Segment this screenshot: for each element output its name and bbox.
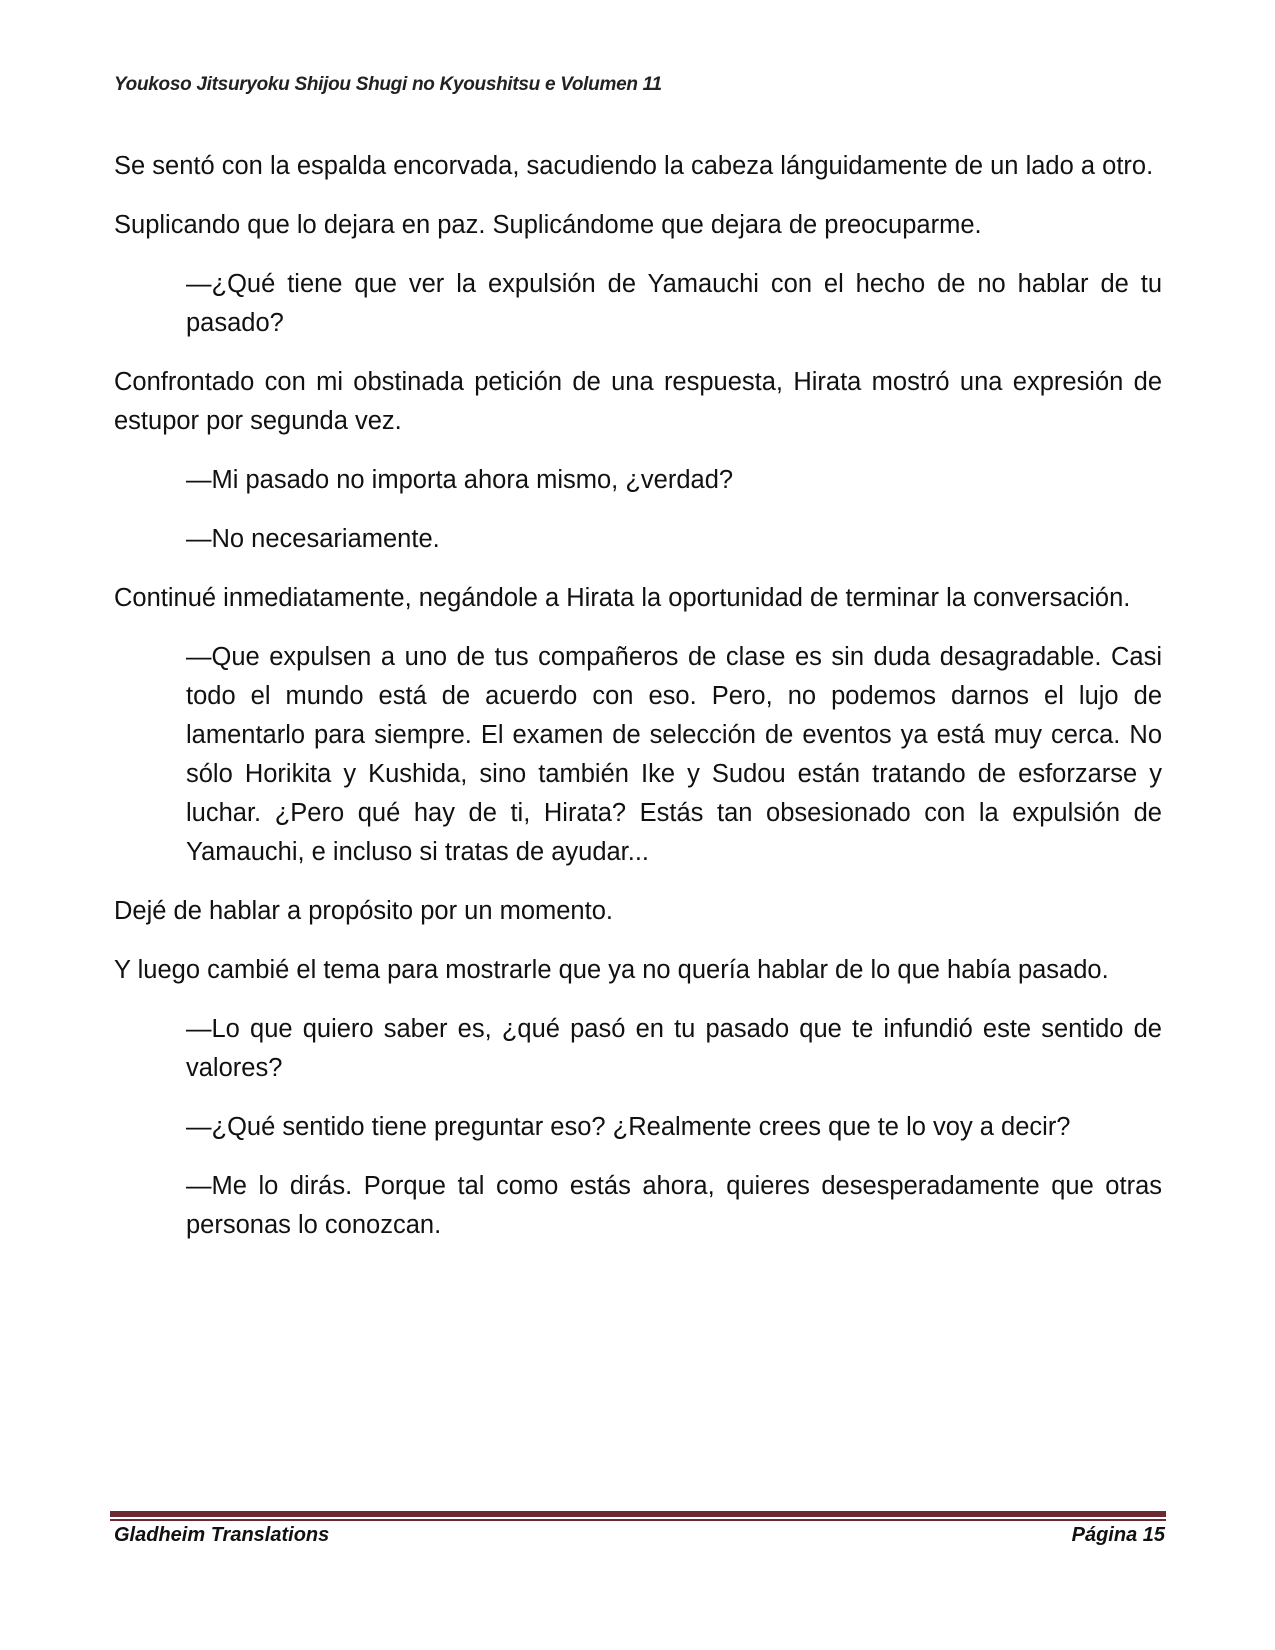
dialogue-paragraph: —Me lo dirás. Porque tal como estás ahora, quieres desesperadamente que otras personas lo conozcan. [186, 1172, 1162, 1239]
footer-rule-thin [110, 1519, 1166, 1521]
paragraph: Confrontado con mi obstinada petición de una respuesta, Hirata mostró una expresión de estupor por segunda vez. [114, 368, 1162, 435]
running-header: Youkoso Jitsuryoku Shijou Shugi no Kyoushitsu e Volumen 11 [114, 74, 662, 95]
paragraph: Dejé de hablar a propósito por un momento. [114, 897, 613, 925]
footer-rule [110, 1511, 1166, 1517]
dialogue-paragraph: —Lo que quiero saber es, ¿qué pasó en tu pasado que te infundió este sentido de valores? [186, 1015, 1162, 1082]
dialogue-paragraph: —¿Qué sentido tiene preguntar eso? ¿Realmente crees que te lo voy a decir? [186, 1113, 1071, 1141]
paragraph: Se sentó con la espalda encorvada, sacudiendo la cabeza lánguidamente de un lado a otro. [114, 152, 1154, 180]
page-body [114, 147, 1162, 1265]
page-number: Página 15 [1071, 1524, 1165, 1546]
dialogue-paragraph: —No necesariamente. [186, 525, 440, 553]
paragraph: Suplicando que lo dejara en paz. Suplicándome que dejara de preocuparme. [114, 211, 982, 239]
dialogue-paragraph: —Mi pasado no importa ahora mismo, ¿verdad? [186, 466, 734, 494]
paragraph: Continué inmediatamente, negándole a Hirata la oportunidad de terminar la conversación. [114, 584, 1131, 612]
dialogue-paragraph: —¿Qué tiene que ver la expulsión de Yamauchi con el hecho de no hablar de tu pasado? [186, 270, 1162, 337]
dialogue-paragraph: —Que expulsen a uno de tus compañeros de clase es sin duda desagradable. Casi todo el mundo está de acuerdo con eso. Pero, no podemos darnos el lujo de lamentarlo para siempre. El examen de selección de eventos ya está muy cerca. No sólo Horikita y Kushida, sino también Ike y Sudou están tratando de esforzarse y luchar. ¿Pero qué hay de ti, Hirata? Estás tan obsesionado con la expulsión de Yamauchi, e incluso si tratas de ayudar... [186, 643, 1162, 866]
paragraph: Y luego cambié el tema para mostrarle que ya no quería hablar de lo que había pasado. [114, 956, 1109, 984]
footer-translator: Gladheim Translations [114, 1524, 330, 1546]
